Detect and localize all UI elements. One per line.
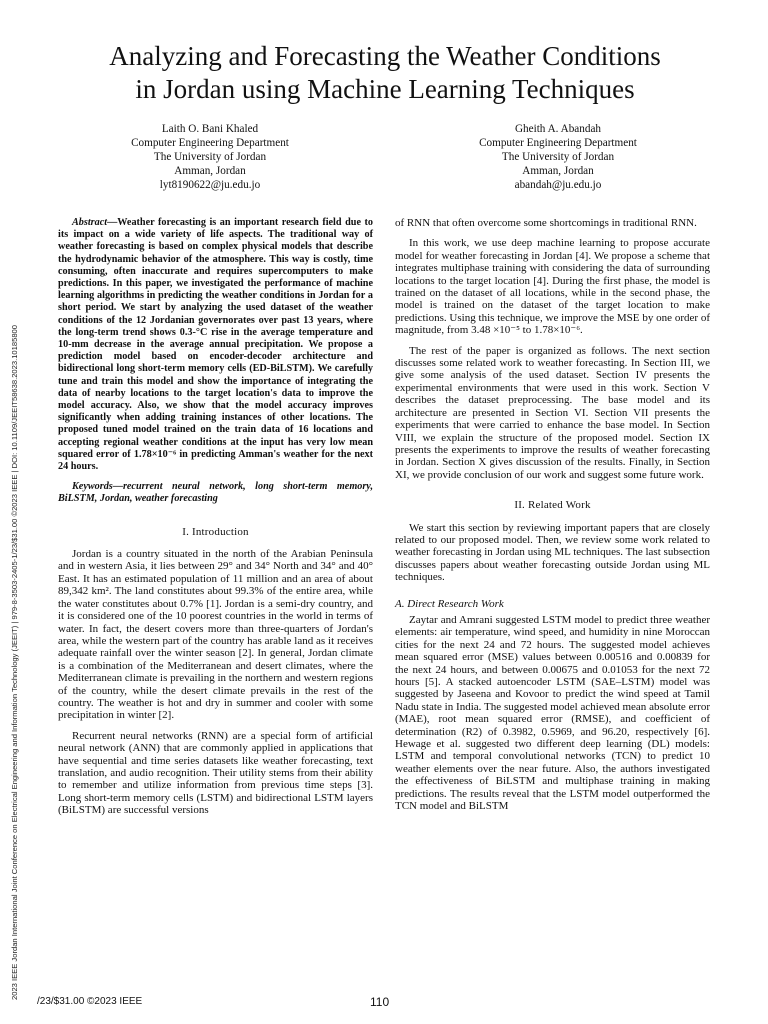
author-name: Gheith A. Abandah [514,123,602,135]
intro-paragraph-3: In this work, we use deep machine learning to propose accurate model for weather forecasting in Jordan [4]. We propose a scheme that integrates multiphase training with considering the data of surrounding locations to the target location [4]. During the first phase, the model is trained on the dataset of all locations, while in the second phase, the model is trained on the dataset of the target location to make predictions. Using this technique, we improve the MSE by one order of magnitude, from 3.48 ×10⁻⁵ to 1.78×10⁻⁶. [395,237,710,337]
section-heading-introduction: I. Introduction [182,525,249,538]
keywords-text: —recurrent neural network, long short-term memory, BiLSTM, Jordan, weather forecasting [58,481,373,505]
intro-paragraph-4: The rest of the paper is organized as follows. The next section discusses some related work to weather forecasting. In Section III, we give some analysis of the used dataset. Section IV presents the experimental environments that were used in this work. Section V describes the dataset preprocessing. The base model and its architecture are presented in Section VI. Section VII presents the experiments that were carried to enhance the base model. In Section VIII, we explain the structure of the proposed model. Section IX presents the experiments to improve the results of weather forecasting in Jordan. Section X gives discussion of the results. Finally, in Section XI, we provide conclusion of our work and suggest some future work. [395,344,710,481]
abstract-label: Abstract [72,217,108,228]
keywords-label: Keywords [72,481,113,493]
author-city: Amman, Jordan [174,165,246,177]
related-work-paragraph-1: We start this section by reviewing important papers that are closely related to our proposed model. Then, we review some work related to weather forecasting in Jordan using ML techniques. The last subsection discusses papers about weather forecasting outside Jordan using ML techniques. [395,521,710,584]
author-email: lyt8190622@ju.edu.jo [159,179,261,191]
subsection-heading-direct-research: A. Direct Research Work [395,597,504,610]
author-city: Amman, Jordan [522,165,594,177]
author-email: abandah@ju.edu.jo [514,179,602,191]
author-dept: Computer Engineering Department [131,137,289,149]
conference-side-note: 2023 IEEE Jordan International Joint Conference on Electrical Engineering and Information Technology (JEEIT) | 979-8-3503-2405-1/23/$31.00 ©2023 IEEE | DOI: 10.1109/JEEIT58638.2023.10185800 [10,325,19,1000]
paper-title [40,40,730,106]
direct-research-paragraph: Zaytar and Amrani suggested LSTM model to predict three weather elements: air temperature, wind speed, and humidity in nine Moroccan cities for the next 24 and 72 hours. The suggested model achieves mean squared error (MSE) values between 0.00516 and 0.00839 for the next 24 hours, and between 0.00675 and 0.01053 for the next 72 hours [5]. A stacked autoencoder LSTM (SAE–LSTM) model was suggested by Jaseena and Kovoor to predict the wind speed at Tamil Nadu state in India. The suggested model achieved mean absolute error (MAE), root mean squared error (RMSE), and coefficient of determination (R2) of 0.3982, 0.5969, and 96.20, respectively [6]. Hewage et al. suggested two different deep learning (DL) models: LSTM and temporal convolutional networks (TCN) to predict 10 weather elements over the near future. Also, the authors investigated the effectiveness of BiLSTM and multiphase training in making predictions. The results reveal that the LSTM model outperformed the TCN model and BiLSTM [395,613,710,813]
left-column [58,217,373,825]
author-dept: Computer Engineering Department [479,137,637,149]
author-block-2 [408,122,708,192]
author-name: Laith O. Bani Khaled [161,123,259,135]
intro-paragraph-1: Jordan is a country situated in the north of the Arabian Peninsula and in western Asia, it lies between 29° and 34° North and 34° and 40° East. It has an estimated population of 11 million and an area of about 89,342 km². The land constitutes about 99.3% of the entire area, while the water constitutes about 0.7% [1]. Jordan is a semi-dry country, and it is considered one of the 10 poorest countries in the world in terms of water. In fact, the desert covers more than three-quarters of Jordan's area, while the western part of the country has arable land as it receives adequate rainfall over the winter season [2]. In general, Jordan climate is a combination of the Mediterranean and desert climates, where the Mediterranean climate is prevailing in the northern and western regions of the country, while the desert climate prevails in the rest of the country. The weather is hot and dry in summer and cooler with some precipitation in winter [2]. [58,548,373,722]
keywords [58,481,373,505]
author-univ: The University of Jordan [153,151,267,163]
abstract [58,217,373,473]
footer-copyright: /23/$31.00 ©2023 IEEE [37,996,143,1007]
section-heading-related-work: II. Related Work [514,499,591,512]
page-number: 110 [370,995,390,1009]
abstract-text: —Weather forecasting is an important research field due to its impact on a wide variety of life aspects. The traditional way of weather forecasting is based on complex physical models that describe the hydrodynamic behavior of the atmosphere. This way is costly, time consuming, often inaccurate and requires supercomputers to make predictions. In this paper, we investigated the performance of machine learning algorithms in predicting the weather conditions in Jordan for a short period. We start by analyzing the used dataset of the weather conditions of the 12 Jordanian governorates over past 13 years, where the long-term trend shows 0.3-°C rise in the average temperature and 10-mm decrease in the average annual precipitation. We propose a prediction model based on encoder-decoder architecture and bidirectional long short-term memory cells (ED-BiLSTM). We carefully tune and train this model and show the importance of integrating the data of nearby locations to the target location's data to improve the model accuracy. Also, we show that the model accuracy improves significantly when adding training instances of other locations. The proposed tuned model trained on the train data of 16 locations and accepting regional weather conditions at the input has very low mean squared error of 1.78×10⁻⁶ in predicting Amman's weather for the next 24 hours. [58,217,373,473]
title-line-1: Analyzing and Forecasting the Weather Conditions [109,41,661,71]
right-column [395,217,710,820]
author-univ: The University of Jordan [501,151,615,163]
intro-paragraph-continued: of RNN that often overcome some shortcomings in traditional RNN. [395,217,697,229]
intro-paragraph-2: Recurrent neural networks (RNN) are a special form of artificial neural network (ANN) that are commonly applied in applications that have sequential and time series datasets like weather forecasting, text translation, and audio recognition. Their utility stems from their ability to remember and utilize information from previous time steps [3]. Long short-term memory cells (LSTM) and bidirectional LSTM layers (BiLSTM) are successful versions [58,729,373,817]
author-block-1 [60,122,360,192]
title-line-2: in Jordan using Machine Learning Techniques [135,74,635,104]
